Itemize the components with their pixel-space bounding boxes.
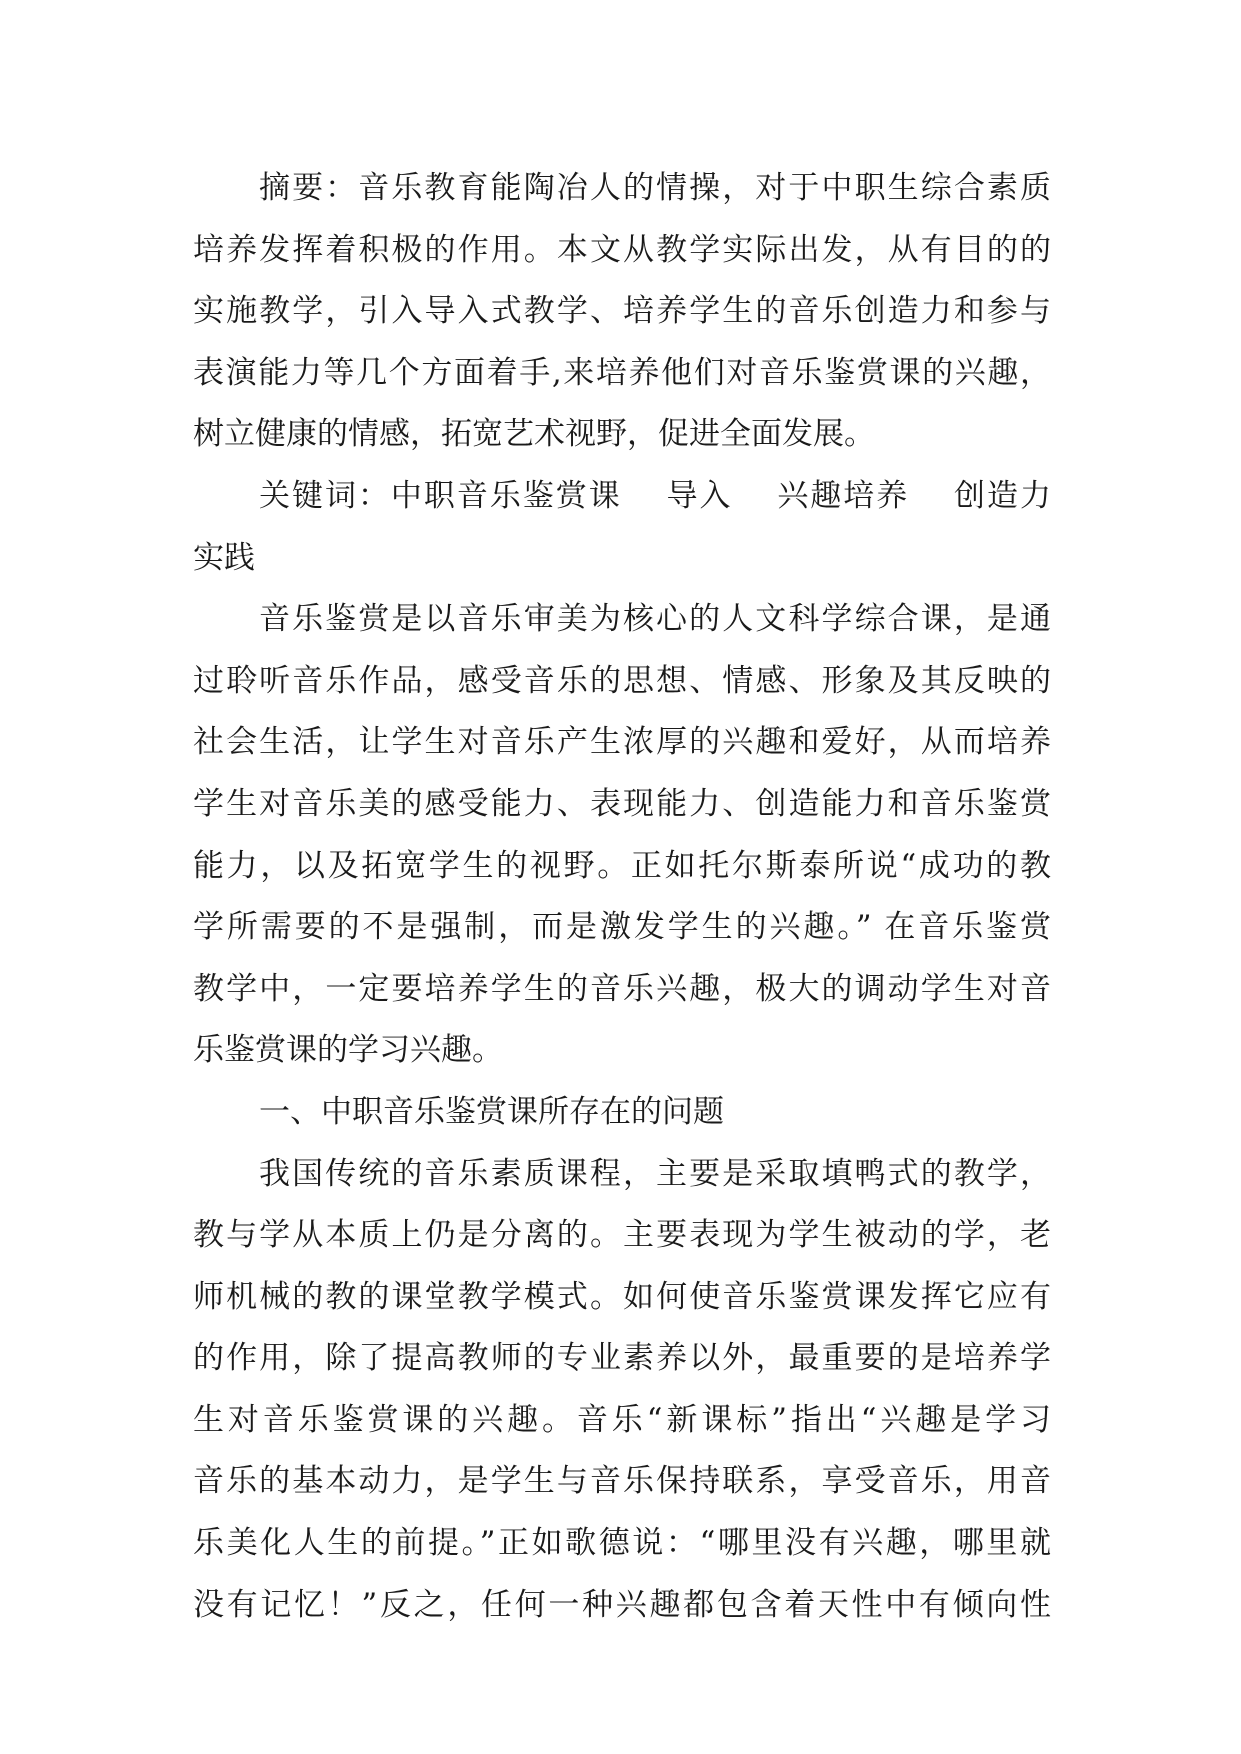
keywords-line: 实践	[193, 539, 255, 576]
section-line: 生对音乐鉴赏课的兴趣。音乐“新课标”指出“兴趣是学习	[193, 1401, 1051, 1438]
abstract-paragraph	[193, 158, 1051, 466]
intro-line: 过聆听音乐作品，感受音乐的思想、情感、形象及其反映的	[193, 662, 1051, 699]
section-line: 音乐的基本动力，是学生与音乐保持联系，享受音乐，用音	[193, 1463, 1051, 1500]
section-line: 教与学从本质上仍是分离的。主要表现为学生被动的学，老	[193, 1217, 1051, 1254]
intro-line: 学所需要的不是强制，而是激发学生的兴趣。” 在音乐鉴赏	[193, 909, 1051, 946]
abstract-line: 摘要：音乐教育能陶冶人的情操，对于中职生综合素质	[259, 170, 1051, 206]
abstract-line: 树立健康的情感，拓宽艺术视野，促进全面发展。	[193, 416, 875, 453]
intro-line: 教学中，一定要培养学生的音乐兴趣，极大的调动学生对音	[193, 970, 1051, 1007]
keywords-paragraph	[193, 466, 1051, 589]
document-body	[193, 158, 1051, 1636]
section-line: 我国传统的音乐素质课程，主要是采取填鸭式的教学，	[259, 1155, 1051, 1192]
section-line: 师机械的教的课堂教学模式。如何使音乐鉴赏课发挥它应有	[193, 1278, 1051, 1315]
section-heading: 一、中职音乐鉴赏课所存在的问题	[259, 1093, 724, 1130]
abstract-line: 实施教学，引入导入式教学、培养学生的音乐创造力和参与	[193, 293, 1051, 330]
intro-line: 社会生活，让学生对音乐产生浓厚的兴趣和爱好，从而培养	[193, 724, 1051, 761]
intro-paragraph	[193, 589, 1051, 1082]
section-line: 没有记忆！”反之，任何一种兴趣都包含着天性中有倾向性	[193, 1586, 1051, 1623]
intro-line: 乐鉴赏课的学习兴趣。	[193, 1032, 503, 1069]
intro-line: 学生对音乐美的感受能力、表现能力、创造能力和音乐鉴赏	[193, 785, 1051, 822]
section-one	[193, 1082, 1051, 1636]
keywords-line: 关键词：中职音乐鉴赏课 导入 兴趣培养 创造力	[259, 477, 1051, 514]
abstract-line: 表演能力等几个方面着手,来培养他们对音乐鉴赏课的兴趣，	[193, 354, 1051, 391]
intro-line: 音乐鉴赏是以音乐审美为核心的人文科学综合课，是通	[259, 601, 1051, 638]
section-line: 乐美化人生的前提。”正如歌德说：“哪里没有兴趣，哪里就	[193, 1525, 1051, 1562]
intro-line: 能力，以及拓宽学生的视野。正如托尔斯泰所说“成功的教	[193, 847, 1051, 884]
section-line: 的作用，除了提高教师的专业素养以外，最重要的是培养学	[193, 1340, 1051, 1377]
abstract-line: 培养发挥着积极的作用。本文从教学实际出发，从有目的的	[193, 231, 1051, 268]
